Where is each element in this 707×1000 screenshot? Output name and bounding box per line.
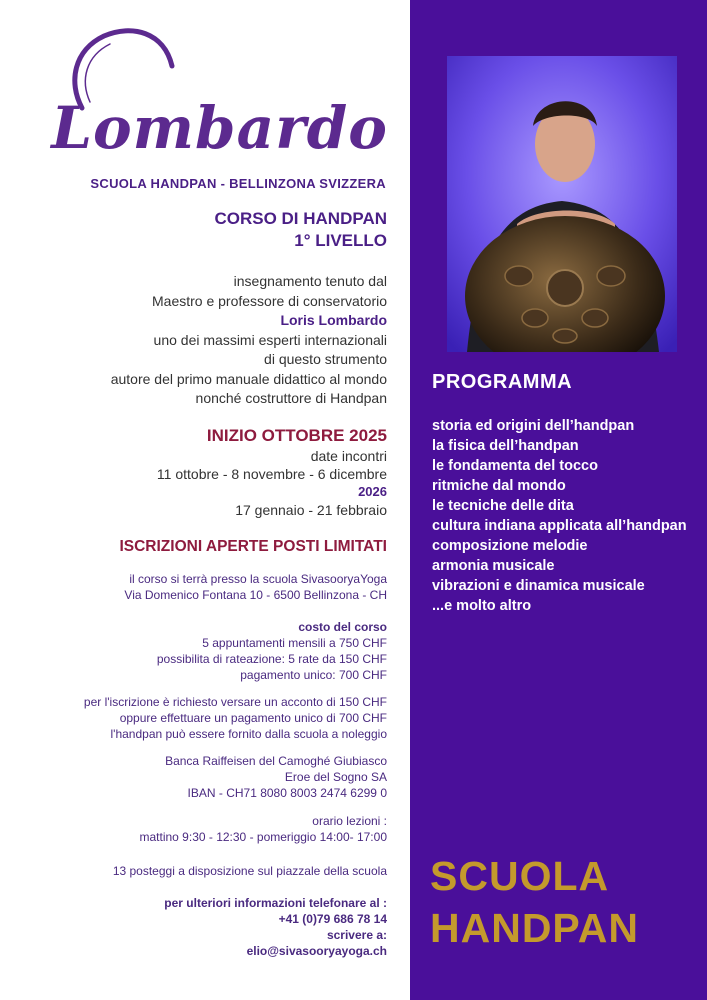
program-item: le fondamenta del tocco [432,458,598,474]
brand-logo: Lombardo [51,94,388,162]
bank-info [0,753,387,801]
school-title-line-2: HANDPAN [430,905,639,951]
program-item: le tecniche delle dita [432,498,574,514]
program-item: ritmiche dal mondo [432,478,566,494]
year-2026: 2026 [358,484,387,499]
course-title [0,208,387,252]
bank-holder: Eroe del Sogno SA [284,770,387,784]
program-list [432,416,687,616]
cost-info [0,619,387,683]
program-title: PROGRAMMA [432,371,573,393]
program-item: cultura indiana applicata all’handpan [432,518,687,534]
contact-line: scrivere a: [326,928,387,942]
program-item: vibrazioni e dinamica musicale [432,578,645,594]
intro-line: insegnamento tenuto dal [233,273,387,289]
start-title: INIZIO OTTOBRE 2025 [206,426,387,445]
parking-info: 13 posteggi a disposizione sul piazzale della scuola [112,864,387,878]
bank-iban: IBAN - CH71 8080 8003 2474 6299 0 [187,786,387,800]
school-title [430,850,639,954]
cost-line: pagamento unico: 700 CHF [240,668,387,682]
program-item: la fisica dell’handpan [432,438,579,454]
bank-name: Banca Raiffeisen del Camoghé Giubiasco [165,754,387,768]
teacher-intro [0,272,387,409]
contact-email: elio@sivasooryayoga.ch [246,944,387,958]
intro-line: autore del primo manuale didattico al mondo [110,370,387,387]
start-dates [0,425,387,519]
location-info [0,571,387,603]
address-line: Via Domenico Fontana 10 - 6500 Bellinzona - CH [124,588,387,602]
school-title-line-1: SCUOLA [430,853,610,899]
deposit-info [0,694,387,742]
intro-line: nonché costruttore di Handpan [195,390,387,406]
hours-title: orario lezioni : [312,814,387,828]
intro-line: Maestro e professore di conservatorio [152,292,387,309]
contact-info [0,895,387,959]
teacher-photo [447,56,677,352]
program-item: composizione melodie [432,538,588,554]
cost-line: 5 appuntamenti mensili a 750 CHF [202,636,387,650]
course-title-line-1: CORSO DI HANDPAN [214,209,387,228]
cost-line: possibilita di rateazione: 5 rate da 150 CHF [156,652,387,666]
intro-line: di questo strumento [264,351,387,367]
deposit-line: per l'iscrizione è richiesto versare un acconto di 150 CHF [83,695,387,709]
program-item: ...e molto altro [432,598,532,614]
brand-subtitle: SCUOLA HANDPAN - BELLINZONA SVIZZERA [90,176,386,191]
intro-line: uno dei massimi esperti internazionali [153,331,387,348]
deposit-line: oppure effettuare un pagamento unico di 700 CHF [119,711,387,725]
contact-phone: +41 (0)79 686 78 14 [278,912,387,926]
hours-line: mattino 9:30 - 12:30 - pomeriggio 14:00- 17:00 [139,830,387,844]
location-line: il corso si terrà presso la scuola SivasooryaYoga [129,572,387,586]
enrollment-banner: ISCRIZIONI APERTE POSTI LIMITATI [119,538,387,555]
course-title-line-2: 1° LIVELLO [294,231,387,250]
dates-2025: 11 ottobre - 8 novembre - 6 dicembre [156,466,387,482]
program-item: storia ed origini dell’handpan [432,418,635,434]
dates-2026: 17 gennaio - 21 febbraio [235,502,387,518]
teacher-name: Loris Lombardo [280,312,387,328]
program-item: armonia musicale [432,558,555,574]
cost-title: costo del corso [298,620,387,634]
hours-info [0,813,387,845]
contact-line: per ulteriori informazioni telefonare al : [164,896,387,910]
deposit-line: l'handpan può essere fornito dalla scuola a noleggio [110,727,387,741]
dates-label: date incontri [310,448,387,464]
